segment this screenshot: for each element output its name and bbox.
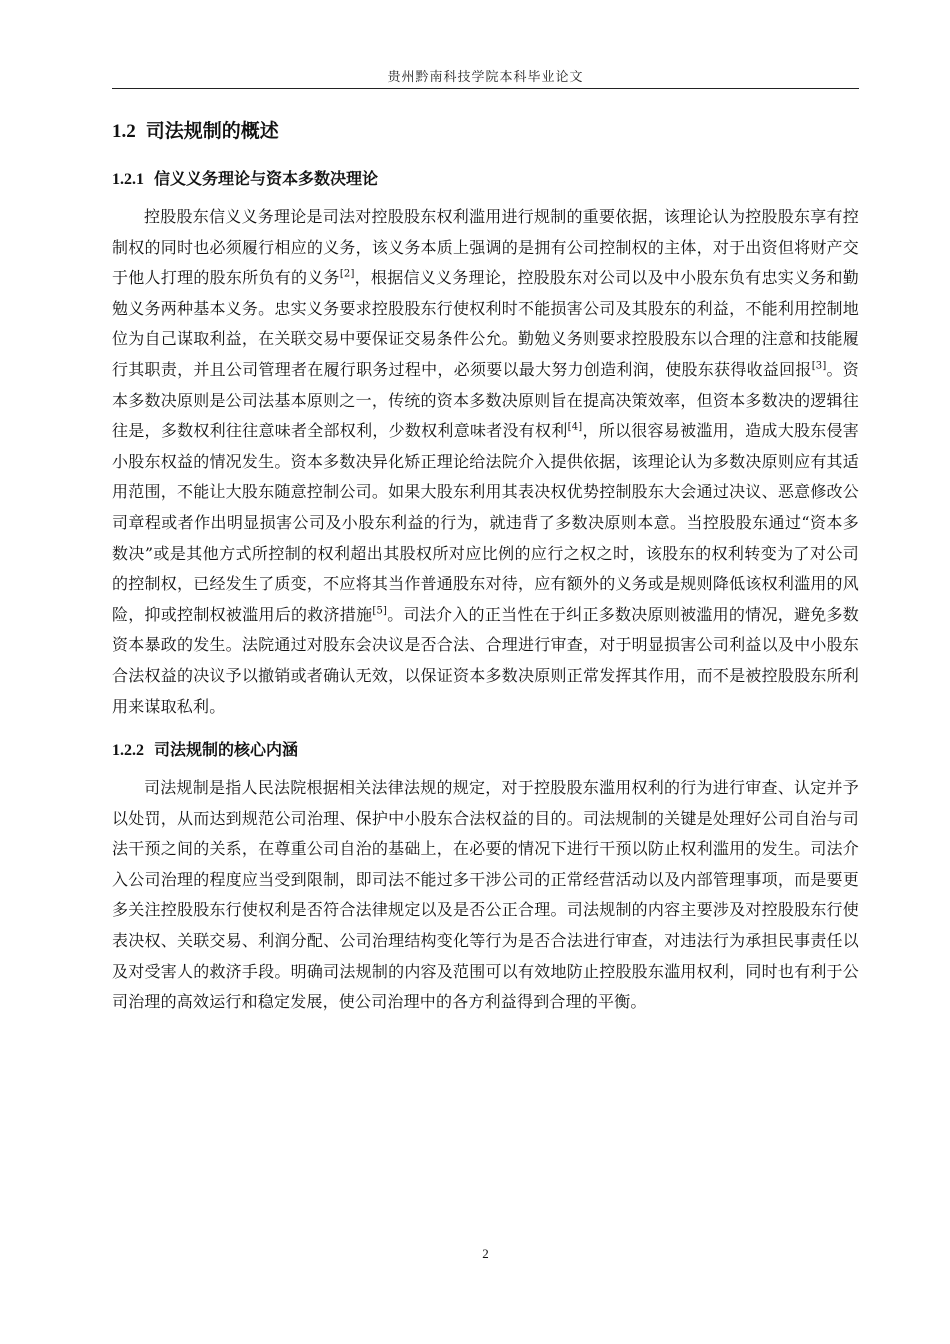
section-number: 1.2 bbox=[112, 121, 136, 142]
page-number: 2 bbox=[482, 1246, 489, 1261]
text-run: 司法规制是指人民法院根据相关法律法规的规定，对于控股股东滥用权利的行为进行审查、认定并予以处罚，从而达到规范公司治理、保护中小股东合法权益的目的。司法规制的关键是处理好公司自治与司法干预之间的关系，在尊重公司自治的基础上，在必要的情况下进行干预以防止权利滥用的发生。司法介入公司治理的程度应当受到限制，即司法不能过多干涉公司的正常经营活动以及内部管理事项，而是要更多关注控股股东行使权利是否符合法律规定以及是否公正合理。司法规制的内容主要涉及对控股股东行使表决权、关联交易、利润分配、公司治理结构变化等行为是否合法进行审查，对违法行为承担民事责任以及对受害人的救济手段。明确司法规制的内容及范围可以有效地防止控股股东滥用权利，同时也有利于公司治理的高效运行和稳定发展，使公司治理中的各方利益得到合理的平衡。 bbox=[112, 778, 859, 1012]
citation: [2] bbox=[339, 268, 355, 280]
paragraph-1 bbox=[112, 202, 859, 722]
subsection-number-1: 1.2.1 bbox=[112, 171, 144, 188]
section-title: 司法规制的概述 bbox=[145, 120, 279, 142]
citation: [3] bbox=[811, 360, 827, 372]
running-header: 贵州黔南科技学院本科毕业论文 bbox=[387, 70, 584, 85]
page-body bbox=[112, 112, 859, 1018]
subsection-heading-2 bbox=[112, 732, 859, 769]
subsection-title-2: 司法规制的核心内涵 bbox=[154, 740, 299, 760]
text-run: 。资本多数决原则是公司法基本原则之一，传统的资本多数决原则旨在提高决策效率，但资本多数决的逻辑往往是，多数权利往往意味者全部权利，少数权利意味者没有权利 bbox=[112, 359, 859, 441]
text-run: ，根据信义义务理论，控股股东对公司以及中小股东负有忠实义务和勤勉义务两种基本义务。忠实义务要求控股股东行使权利时不能损害公司及其股东的利益，不能利用控制地位为自己谋取利益，在关联交易中要保证交易条件公允。勤勉义务则要求控股股东以合理的注意和技能履行其职责，并且公司管理者在履行职务过程中，必须要以最大努力创造利润，使股东获得收益回报 bbox=[112, 268, 859, 379]
subsection-number-2: 1.2.2 bbox=[112, 742, 144, 760]
section-heading bbox=[112, 112, 859, 151]
text-run: 。司法介入的正当性在于纠正多数决原则被滥用的情况，避免多数资本暴政的发生。法院通过对股东会决议是否合法、合理进行审查，对于明显损害公司利益以及中小股东合法权益的决议予以撤销或者确认无效，以保证资本多数决原则正常发挥其作用，而不是被控股股东所利用来谋取私利。 bbox=[112, 604, 860, 716]
text-run: ，所以很容易被滥用，造成大股东侵害小股东权益的情况发生。资本多数决异化矫正理论给法院介入提供依据，该理论认为多数决原则应有其适用范围，不能让大股东随意控制公司。如果大股东利用其表决权优势控制股东大会通过决议、恶意修改公司章程或者作出明显损害公司及小股东利益的行为，就违背了多数决原则本意。当控股股东通过“资本多数决”或是其他方式所控制的权利超出其股权所对应比例的应行之权之时，该股东的权利转变为了对公司的控制权，已经发生了质变，不应将其当作普通股东对待，应有额外的义务或是规则降低该权利滥用的风险，抑或控制权被滥用后的救济措施 bbox=[112, 421, 859, 624]
subsection-title-1: 信义义务理论与资本多数决理论 bbox=[154, 169, 379, 188]
citation: [4] bbox=[567, 421, 583, 433]
paragraph-2 bbox=[112, 773, 859, 1018]
header-rule bbox=[112, 88, 859, 89]
subsection-heading-1 bbox=[112, 161, 859, 198]
citation: [5] bbox=[372, 605, 388, 617]
text-run: 控股股东信义义务理论是司法对控股股东权利滥用进行规制的重要依据，该理论认为控股股东享有控制权的同时也必须履行相应的义务，该义务本质上强调的是拥有公司控制权的主体，对于出资但将财产交于他人打理的股东所负有的义务 bbox=[112, 207, 859, 288]
